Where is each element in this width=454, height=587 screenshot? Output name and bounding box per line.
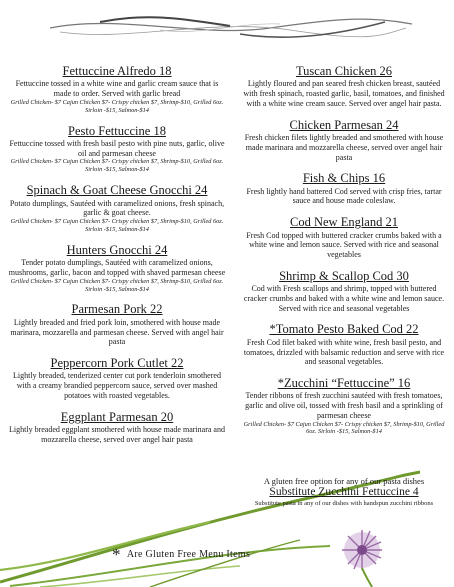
item-addons: Grilled Chicken- $7 Cajun Chicken $7- Crispy chicken $7, Shrimp-$10, Grilled 6oz. Sirloin -$15, Salmon-$14 (10, 277, 224, 293)
item-name: Shrimp & Scallop Cod 30 (279, 268, 409, 283)
menu-item (240, 215, 448, 260)
item-description: Potato dumplings, Sautéed with caramelized onions, fresh spinach, garlic & goat cheese. (9, 198, 225, 218)
item-description: Lightly breaded and fried pork loin, smothered with house made marinara, mozzarella and parmesan cheese. Served with angel hair pasta (10, 317, 224, 347)
item-addons: Grilled Chicken- $7 Cajun Chicken $7- Crispy chicken $7, Shrimp-$10, Grilled 6oz. Sirloin -$15, Salmon-$14 (10, 218, 224, 233)
item-name: Hunters Gnocchi 24 (66, 242, 168, 257)
asterisk-icon: * (112, 545, 121, 564)
item-description: Lightly floured and pan seared fresh chicken breast, sautéed with fresh spinach, roasted garlic, basil, tomatoes, and finished with a white wine cream sauce. Served over angel hair pasta. (243, 79, 445, 108)
menu-item (240, 322, 448, 367)
note-title: Substitute Zucchini Fettuccine 4 (269, 486, 419, 498)
note-description: Substitute pasta in any of our dishes with handspun zucchini ribbons (254, 499, 434, 507)
item-name: Cod New England 21 (290, 215, 398, 230)
item-description: Lightly breaded, tenderized center cut pork tenderloin smothered with a creamy brandied peppercorn sauce, served over mashed potatoes with roasted vegetables. (13, 371, 221, 400)
item-description: Lightly breaded eggplant smothered with house made marinara and mozzarella cheese, served over angel hair pasta (9, 425, 225, 444)
menu-item (240, 64, 448, 109)
item-description: Tender potato dumplings, Sautéed with caramelized onions, mushrooms, garlic, bacon and topped with shaved parmesan cheese (8, 258, 226, 277)
decorative-swirl-icon (40, 8, 420, 48)
item-description: Fresh lightly hand battered Cod served with crisp fries, tartar sauce and house made coleslaw. (246, 186, 442, 206)
gluten-free-note (240, 476, 448, 508)
menu-item (240, 118, 448, 163)
item-name: Fettuccine Alfredo 18 (62, 64, 172, 78)
item-description: Tender ribbons of fresh zucchini sautéed with fresh tomatoes, garlic and olive oil, tossed with fresh basil and a sprinkling of parmesan cheese (245, 391, 443, 420)
item-name: Peppercorn Pork Cutlet 22 (50, 356, 184, 370)
item-addons: Grilled Chicken- $7 Cajun Chicken $7- Crispy chicken $7, Shrimp-$10, Grilled 6oz. Sirloin -$15, Salmon-$14 (10, 98, 224, 114)
menu-item (240, 376, 448, 436)
item-addons: Grilled Chicken- $7 Cajun Chicken $7- Crispy chicken $7, Shrimp-$10, Grilled 6oz. Sirloin -$15, Salmon-$14 (243, 420, 445, 436)
item-name: Spinach & Goat Cheese Gnocchi 24 (26, 183, 208, 198)
menu-item (8, 356, 226, 401)
item-name: Fish & Chips 16 (302, 171, 386, 186)
item-name: Tuscan Chicken 26 (295, 64, 393, 78)
left-column (8, 64, 226, 454)
menu-item (8, 183, 226, 234)
menu-item (8, 64, 226, 115)
menu-item (8, 410, 226, 445)
item-description: Fettuccine tossed with fresh basil pesto with pine nuts, garlic, olive oil and parmesan cheese (9, 138, 225, 158)
item-description: Cod with Fresh scallops and shrimp, topped with buttered cracker crumbs and baked with a white wine and lemon sauce. Served with rice and seasonal vegetables (243, 284, 445, 313)
menu-item (240, 171, 448, 206)
item-name: *Tomato Pesto Baked Cod 22 (269, 322, 419, 337)
item-name: Chicken Parmesan 24 (289, 117, 399, 132)
item-addons: Grilled Chicken- $7 Cajun Chicken $7- Crispy chicken $7, Shrimp-$10, Grilled 6oz. Sirloin -$15, Salmon-$14 (10, 158, 224, 174)
menu-item (8, 302, 226, 347)
item-description: Fresh Cod filet baked with white wine, fresh basil pesto, and tomatoes, drizzled with balsamic reduction and serve with rice and seasonal vegetables. (243, 337, 445, 367)
item-name: *Zucchini “Fettuccine” 16 (277, 376, 411, 390)
item-description: Fettuccine tossed in a white wine and garlic cream sauce that is made to order. Served with garlic bread (15, 79, 219, 99)
right-column (240, 64, 448, 445)
menu-item (240, 269, 448, 314)
menu-item (8, 124, 226, 175)
gluten-free-legend (112, 545, 250, 565)
item-description: Fresh Cod topped with buttered cracker crumbs baked with a white wine and lemon sauce. Served with rice and seasonal vegetables (246, 230, 442, 259)
note-line: A gluten free option for any of our pasta dishes (263, 476, 425, 486)
menu-item (8, 243, 226, 294)
item-description: Fresh chicken filets lightly breaded and smothered with house made marinara and mozzarella cheese, served over angel hair pasta (244, 133, 444, 162)
item-name: Eggplant Parmesan 20 (60, 409, 174, 424)
item-name: Parmesan Pork 22 (71, 302, 163, 317)
item-name: Pesto Fettuccine 18 (68, 123, 166, 138)
legend-text: Are Gluten Free Menu Items (126, 549, 251, 560)
